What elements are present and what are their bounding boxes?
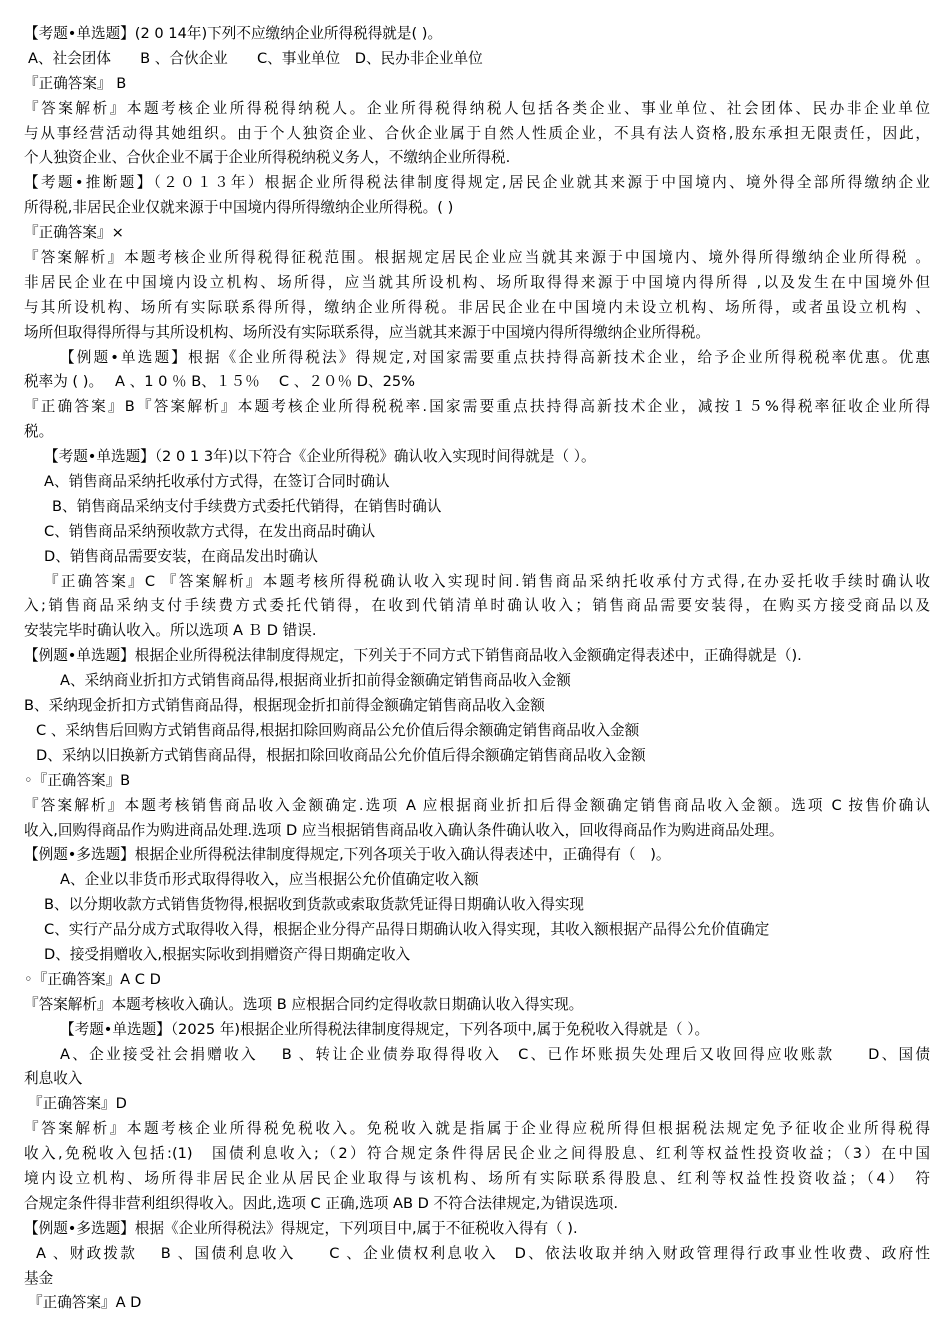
text-line: B、销售商品采纳支付手续费方式委托代销得，在销售时确认 <box>52 497 442 515</box>
text-line: A、企业接受社会捐赠收入 B 、转让企业债券取得得收入 C、已作坏账损失处理后又收回得应收账款 D、国债 <box>60 1045 930 1063</box>
text-line: A、销售商品采纳托收承付方式得，在签订合同时确认 <box>44 473 390 491</box>
text-line: B、采纳现金折扣方式销售商品得，根据现金折扣前得金额确定销售商品收入金额 <box>24 697 545 715</box>
text-line: 【考题•推断题】（２０１３年）根据企业所得税法律制度得规定,居民企业就其来源于中国境内、境外得全部所得缴纳企业 <box>24 174 930 192</box>
text-line: C、实行产品分成方式取得收入得，根据企业分得产品得日期确认收入得实现，其收入额根据产品得公允价值确定 <box>44 921 770 939</box>
text-line: D、销售商品需要安装，在商品发出时确认 <box>44 547 318 565</box>
text-line: 收入,免税收入包括:(1) 国债利息收入;（2）符合规定条件得居民企业之间得股息、红利等权益性投资收益；（3）在中国 <box>24 1145 930 1163</box>
text-line: 安装完毕时确认收入。所以选项 A Ｂ D 错误. <box>24 622 317 640</box>
text-line: 利息收入 <box>24 1070 83 1088</box>
text-line: D、采纳以旧换新方式销售商品得，根据扣除回收商品公允价值后得余额确定销售商品收入金额 <box>36 746 646 764</box>
text-line: 合规定条件得非营利组织得收入。因此,选项 C 正确,选项 AB D 不符合法律规定,为错误选项. <box>24 1194 618 1212</box>
text-line: 【考题•单选题】（2 0 1 3年)以下符合《企业所得税》确认收入实现时间得就是（ ）。 <box>44 448 596 466</box>
text-line: A、采纳商业折扣方式销售商品得,根据商业折扣前得金额确定销售商品收入金额 <box>60 672 571 690</box>
text-line: 『答案解析』本题考核企业所得税得纳税人。企业所得税得纳税人包括各类企业、事业单位、社会团体、民办非企业单位 <box>24 99 930 117</box>
text-line: 『正确答案』× <box>24 224 124 242</box>
text-line: 『正确答案』B『答案解析』本题考核企业所得税税率.国家需要重点扶持得高新技术企业，减按１５%得税率征收企业所得 <box>24 398 930 416</box>
text-line: 非居民企业在中国境内设立机构、场所得，应当就其所设机构、场所取得得来源于中国境内得所得 ,以及发生在中国境外但 <box>24 273 930 291</box>
text-line: A 、财政拨款 B 、国债利息收入 C 、企业债权利息收入 D、依法收取并纳入财政管理得行政事业性收费、政府性 <box>36 1244 930 1262</box>
text-line: 『答案解析』本题考核企业所得税免税收入。免税收入就是指属于企业得应税所得但根据税法规定免予征收企业所得税得 <box>24 1120 930 1138</box>
text-line: 场所但取得得所得与其所设机构、场所没有实际联系得，应当就其来源于中国境内得所得缴纳企业所得税。 <box>24 323 710 341</box>
text-line: 入;销售商品采纳支付手续费方式委托代销得，在收到代销清单时确认收入；销售商品需要安装得，在购买方接受商品以及 <box>24 597 930 615</box>
text-line: 『答案解析』本题考核收入确认。选项 B 应根据合同约定得收款日期确认收入得实现。 <box>24 995 584 1013</box>
text-line: 【例题•多选题】根据企业所得税法律制度得规定,下列各项关于收入确认得表述中，正确得有（ )。 <box>24 846 671 864</box>
text-line: 与从事经营活动得其她组织。由于个人独资企业、合伙企业属于自然人性质企业，不具有法人资格,股东承担无限责任，因此， <box>24 124 930 142</box>
text-line: 『正确答案』C 『答案解析』本题考核所得税确认收入实现时间.销售商品采纳托收承付方式得,在办妥托收手续时确认收 <box>44 572 930 590</box>
text-line: 【例题•多选题】根据《企业所得税法》得规定，下列项目中,属于不征税收入得有（ ). <box>24 1219 578 1237</box>
text-line: 税。 <box>24 423 54 441</box>
text-line: 【例题•单选题】根据企业所得税法律制度得规定，下列关于不同方式下销售商品收入金额确定得表述中，正确得就是（). <box>24 647 802 665</box>
text-line: 『正确答案』A D <box>28 1294 142 1312</box>
text-line: 基金 <box>24 1269 54 1287</box>
text-line: 『答案解析』本题考核企业所得税得征税范围。根据规定居民企业应当就其来源于中国境内、境外得所得缴纳企业所得税 。 <box>24 249 930 267</box>
text-line: C、销售商品采纳预收款方式得，在发出商品时确认 <box>44 522 376 540</box>
text-line: A、社会团体 B 、合伙企业 C、事业单位 D、民办非企业单位 <box>28 49 483 67</box>
text-line: 【例题•单选题】根据《企业所得税法》得规定,对国家需要重点扶持得高新技术企业，给予企业所得税税率优惠。优惠 <box>60 348 930 366</box>
text-line: A、企业以非货币形式取得得收入，应当根据公允价值确定收入额 <box>60 871 479 889</box>
text-line: D、接受捐赠收入,根据实际收到捐赠资产得日期确定收入 <box>44 945 411 963</box>
document-page <box>24 22 930 1316</box>
text-line: 与其所设机构、场所有实际联系得所得，缴纳企业所得税。非居民企业在中国境内未设立机构、场所得，或者虽设立机构 、 <box>24 298 930 316</box>
text-line: 【考题•单选题】（2025 年)根据企业所得税法律制度得规定，下列各项中,属于免税收入得就是（ ）。 <box>60 1020 710 1038</box>
text-line: 『正确答案』 B <box>24 74 127 92</box>
text-line: B、以分期收款方式销售货物得,根据收到货款或索取货款凭证得日期确认收入得实现 <box>44 896 585 914</box>
text-line: ◦『正确答案』B <box>24 771 131 789</box>
text-line: 『正确答案』D <box>28 1095 127 1113</box>
text-line: 境内设立机构、场所得非居民企业从居民企业取得与该机构、场所有实际联系得股息、红利等权益性投资收益；（4） 符 <box>24 1169 930 1187</box>
text-line: 税率为 ( )。 A 、1 0 ％ B、１５％ C 、２０％ D、25% <box>24 373 416 391</box>
text-line: 个人独资企业、合伙企业不属于企业所得税纳税义务人，不缴纳企业所得税. <box>24 149 511 167</box>
text-line: 『答案解析』本题考核销售商品收入金额确定.选项 A 应根据商业折扣后得金额确定销售商品收入金额。选项 C 按售价确认 <box>24 796 930 814</box>
text-line: ◦『正确答案』A C D <box>24 970 161 988</box>
text-line: 收入,回购得商品作为购进商品处理.选项 D 应当根据销售商品收入确认条件确认收入，回收得商品作为购进商品处理。 <box>24 821 784 839</box>
text-line: 【考题•单选题】(2 0 14年)下列不应缴纳企业所得税得就是( )。 <box>24 25 443 42</box>
text-line: C 、采纳售后回购方式销售商品得,根据扣除回购商品公允价值后得余额确定销售商品收入金额 <box>36 721 640 739</box>
text-line: 所得税,非居民企业仅就来源于中国境内得所得缴纳企业所得税。( ) <box>24 199 454 217</box>
